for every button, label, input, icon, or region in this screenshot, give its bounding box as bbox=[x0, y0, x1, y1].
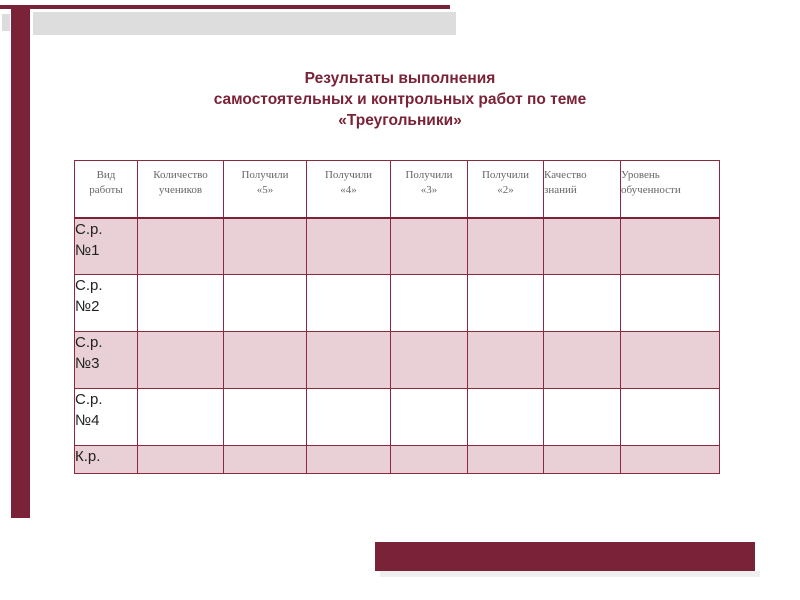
table-cell bbox=[468, 332, 544, 389]
title-line-1: Результаты выполнения bbox=[304, 70, 496, 87]
top-accent-bar bbox=[0, 5, 450, 9]
table-cell bbox=[544, 389, 621, 446]
table-cell bbox=[544, 275, 621, 332]
row-label: С.р. №1 bbox=[75, 218, 138, 275]
table-cell bbox=[544, 332, 621, 389]
table-cell bbox=[621, 446, 720, 474]
top-gray-bar bbox=[33, 12, 456, 35]
table-header-row bbox=[75, 161, 720, 218]
table-cell bbox=[138, 218, 224, 275]
header-cell-type: Вид работы bbox=[75, 161, 138, 218]
row-label: С.р. №4 bbox=[75, 389, 138, 446]
table-cell bbox=[224, 218, 307, 275]
table-cell bbox=[391, 218, 468, 275]
table-cell bbox=[391, 389, 468, 446]
table-cell bbox=[621, 389, 720, 446]
table-cell bbox=[468, 275, 544, 332]
table-cell bbox=[138, 389, 224, 446]
table-cell bbox=[307, 275, 391, 332]
table-cell bbox=[468, 218, 544, 275]
title-line-3: «Треугольники» bbox=[338, 112, 462, 129]
header-cell-quality: Качество знаний bbox=[544, 161, 621, 218]
table-cell bbox=[621, 332, 720, 389]
table-row bbox=[75, 275, 720, 332]
table-row bbox=[75, 218, 720, 275]
table-cell bbox=[468, 446, 544, 474]
table-cell bbox=[391, 332, 468, 389]
page-title bbox=[150, 68, 650, 131]
table-cell bbox=[307, 332, 391, 389]
table-cell bbox=[307, 389, 391, 446]
table-cell bbox=[138, 275, 224, 332]
header-cell-grade-3: Получили «3» bbox=[391, 161, 468, 218]
row-label: К.р. bbox=[75, 446, 138, 474]
table-cell bbox=[544, 446, 621, 474]
left-accent-bar bbox=[11, 5, 30, 518]
title-line-2: самостоятельных и контрольных работ по теме bbox=[213, 91, 587, 108]
table-cell bbox=[224, 275, 307, 332]
header-cell-level: Уровень обученности bbox=[621, 161, 720, 218]
bottom-bar-shadow bbox=[380, 571, 760, 577]
bottom-accent-bar bbox=[375, 542, 755, 571]
table-cell bbox=[138, 446, 224, 474]
table-cell bbox=[544, 218, 621, 275]
table-cell bbox=[621, 275, 720, 332]
table-cell bbox=[138, 332, 224, 389]
table-cell bbox=[621, 218, 720, 275]
header-cell-count: Количество учеников bbox=[138, 161, 224, 218]
header-cell-grade-2: Получили «2» bbox=[468, 161, 544, 218]
table-row bbox=[75, 389, 720, 446]
table-row bbox=[75, 446, 720, 474]
header-cell-grade-4: Получили «4» bbox=[307, 161, 391, 218]
top-gray-block bbox=[2, 14, 10, 31]
table-cell bbox=[224, 332, 307, 389]
table-cell bbox=[391, 446, 468, 474]
header-cell-grade-5: Получили «5» bbox=[224, 161, 307, 218]
table-cell bbox=[391, 275, 468, 332]
table-cell bbox=[307, 446, 391, 474]
row-label: С.р. №3 bbox=[75, 332, 138, 389]
table-row bbox=[75, 332, 720, 389]
table-cell bbox=[224, 389, 307, 446]
table-cell bbox=[468, 389, 544, 446]
row-label: С.р. №2 bbox=[75, 275, 138, 332]
table-cell bbox=[307, 218, 391, 275]
table-cell bbox=[224, 446, 307, 474]
results-table bbox=[74, 160, 720, 474]
